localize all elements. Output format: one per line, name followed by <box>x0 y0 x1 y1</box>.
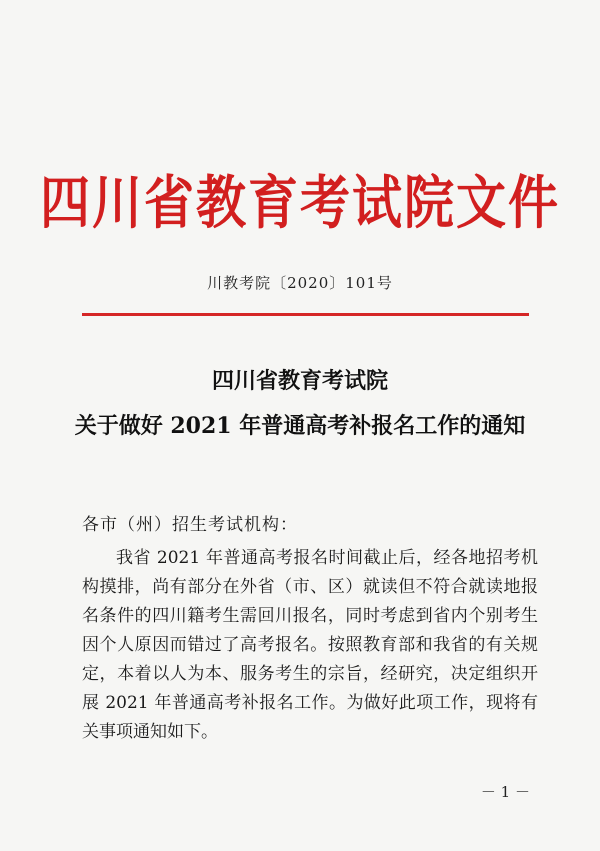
notice-body-paragraph: 我省 2021 年普通高考报名时间截止后，经各地招考机构摸排，尚有部分在外省（市、区）就读但不符合就读地报名条件的四川籍考生需回川报名，同时考虑到省内个别考生因个人原因而错过了高考报名。按照教育部和我省的有关规定，本着以人为本、服务考生的宗旨，经研究，决定组织开展 2021 年普通高考补报名工作。为做好此项工作，现将有关事项通知如下。 <box>82 548 538 742</box>
header-divider <box>82 313 529 316</box>
notice-issuer: 四川省教育考试院 <box>211 368 388 394</box>
document-header-title: 四川省教育考试院文件 <box>40 169 560 237</box>
document-number: 川教考院〔2020〕101号 <box>207 274 393 292</box>
notice-title: 关于做好 2021 年普通高考补报名工作的通知 <box>74 413 526 439</box>
notice-addressee: 各市（州）招生考试机构： <box>82 515 298 535</box>
page-number: － 1 － <box>480 783 530 801</box>
